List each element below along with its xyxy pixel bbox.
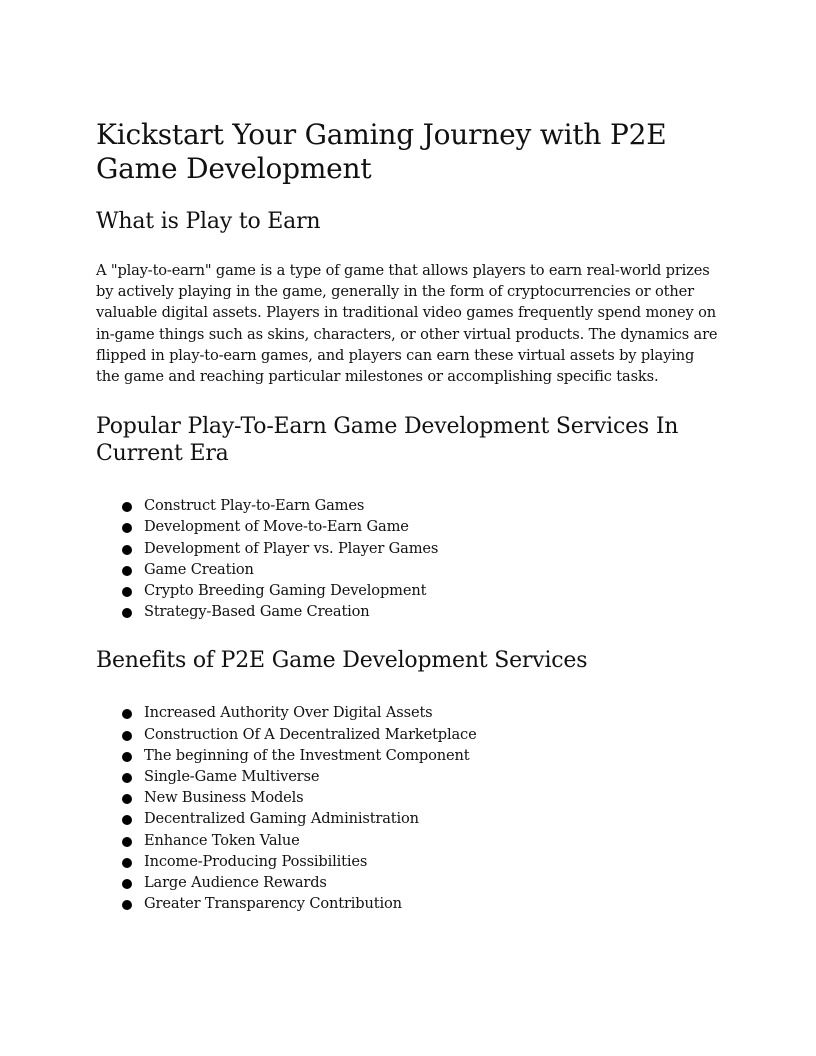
list-item-text: Enhance Token Value — [144, 831, 300, 849]
bullet-icon — [122, 566, 132, 576]
list-item — [96, 559, 720, 580]
list-item-text: Development of Player vs. Player Games — [144, 539, 439, 557]
list-item — [96, 580, 720, 601]
list-item-text: Construction Of A Decentralized Marketplace — [144, 725, 477, 743]
popular-services-list — [96, 495, 720, 622]
section-heading-benefits: Benefits of P2E Game Development Services — [96, 648, 588, 674]
list-item-text: Decentralized Gaming Administration — [144, 810, 419, 828]
bullet-icon — [122, 752, 132, 762]
bullet-icon — [122, 587, 132, 597]
list-item — [96, 787, 720, 808]
bullet-icon — [122, 773, 132, 783]
bullet-icon — [122, 502, 132, 512]
bullet-icon — [122, 837, 132, 847]
list-item — [96, 516, 720, 537]
list-item-text: Greater Transparency Contribution — [144, 895, 402, 913]
document-title: Kickstart Your Gaming Journey with P2E Game Development — [96, 118, 667, 185]
bullet-icon — [122, 608, 132, 618]
bullet-icon — [122, 900, 132, 910]
list-item — [96, 495, 720, 516]
bullet-icon — [122, 545, 132, 555]
play-to-earn-paragraph: A "play-to-earn" game is a type of game that allows players to earn real-world prizes by actively playing in the game, generally in the form of cryptocurrencies or other valuable digital assets. Players in traditional video games frequently spend money on in-game things such as skins, characters, or other virtual products. The dynamics are flipped in play-to-earn games, and players can earn these virtual assets by playing the game and reaching particular milestones or accomplishing specific tasks. — [96, 262, 718, 386]
list-item-text: The beginning of the Investment Component — [144, 746, 470, 764]
bullet-icon — [122, 879, 132, 889]
list-item-text: Game Creation — [144, 560, 254, 578]
list-item — [96, 724, 720, 745]
list-item-text: Increased Authority Over Digital Assets — [144, 704, 433, 722]
list-item-text: Single-Game Multiverse — [144, 768, 320, 786]
bullet-icon — [122, 815, 132, 825]
list-item — [96, 702, 720, 723]
list-item-text: Crypto Breeding Gaming Development — [144, 582, 427, 600]
list-item-text: Development of Move-to-Earn Game — [144, 518, 409, 536]
bullet-icon — [122, 709, 132, 719]
list-item — [96, 601, 720, 622]
bullet-icon — [122, 794, 132, 804]
list-item — [96, 851, 720, 872]
bullet-icon — [122, 731, 132, 741]
list-item-text: New Business Models — [144, 789, 304, 807]
list-item-text: Strategy-Based Game Creation — [144, 603, 370, 621]
list-item — [96, 538, 720, 559]
list-item — [96, 808, 720, 829]
bullet-icon — [122, 858, 132, 868]
list-item — [96, 830, 720, 851]
section-heading-popular-services: Popular Play-To-Earn Game Development Services In Current Era — [96, 414, 679, 467]
bullet-icon — [122, 523, 132, 533]
document-page — [96, 118, 720, 914]
benefits-list — [96, 702, 720, 914]
list-item — [96, 766, 720, 787]
list-item — [96, 745, 720, 766]
list-item-text: Large Audience Rewards — [144, 874, 327, 892]
list-item-text: Income-Producing Possibilities — [144, 852, 368, 870]
list-item — [96, 893, 720, 914]
list-item — [96, 872, 720, 893]
section-heading-what-is-play-to-earn: What is Play to Earn — [96, 209, 321, 234]
list-item-text: Construct Play-to-Earn Games — [144, 497, 365, 515]
